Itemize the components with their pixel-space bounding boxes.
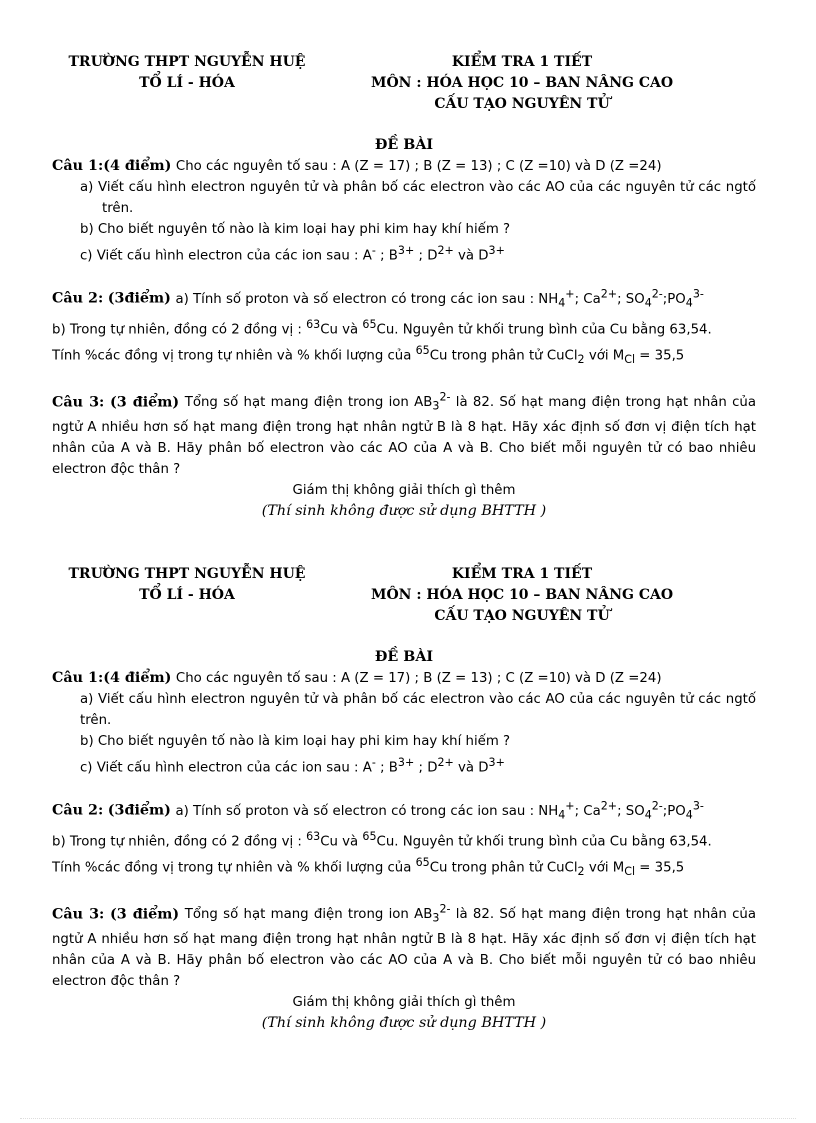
footer-italic: (Thí sinh không được sử dụng BHTTH ) xyxy=(261,503,547,520)
q1-b-label: b) xyxy=(80,734,94,749)
q2-last-with: với M xyxy=(588,348,625,364)
so4-sub: 4 xyxy=(644,808,652,822)
q1-part-c xyxy=(80,752,756,778)
question-3 xyxy=(52,899,756,992)
footer-note: Giám thị không giải thích gì thêm xyxy=(292,995,516,1011)
department: TỔ LÍ - HÓA xyxy=(139,75,235,91)
q1-part-b xyxy=(80,219,756,240)
school-name: TRƯỜNG THPT NGUYỄN HUỆ xyxy=(68,54,306,70)
q1-c-label: c) xyxy=(80,248,93,264)
school-name: TRƯỜNG THPT NGUYỄN HUỆ xyxy=(68,566,306,582)
ca-ion: ; Ca xyxy=(574,803,601,819)
de-bai-heading: ĐỀ BÀI xyxy=(374,137,434,153)
de-bai-heading: ĐỀ BÀI xyxy=(374,649,434,665)
cu63-mass: 63 xyxy=(306,829,321,843)
q1-c-d3-charge: 3+ xyxy=(488,756,505,769)
q3-text-post: là 82. Số hạt mang điện trong hạt nhân của ngtử A nhiều hơn số hạt mang điện trong hạt nhân ngtử B là 8 hạt. Hãy xác định số đơn vị điện tích hạt nhân của A và B. Hãy phân bố electron vào các AO của A và B. Cho biết mỗi nguyên tử có bao nhiêu electron độc thân ? xyxy=(52,907,757,990)
cu63-mass: 63 xyxy=(306,317,321,331)
q2-points: (3điểm) xyxy=(107,802,171,819)
page-bottom-rule xyxy=(20,1118,796,1119)
q3-points: (3 điểm) xyxy=(109,394,180,411)
q2-last-mass: 65 xyxy=(415,343,430,357)
q1-part-a xyxy=(80,177,756,219)
q1-c-b: ; B xyxy=(380,760,398,776)
exam-copy-2 xyxy=(52,564,756,1034)
subject: MÔN : HÓA HỌC 10 – BAN NÂNG CAO xyxy=(370,75,674,91)
exam-title: KIỂM TRA 1 TIẾT xyxy=(451,566,593,582)
question-2 xyxy=(52,283,756,313)
exam-header xyxy=(52,52,756,124)
q1-a-label: a) xyxy=(80,692,94,707)
po4-ion: ;PO xyxy=(662,803,686,819)
q1-a-text: Viết cấu hình electron nguyên tử và phân bố các electron vào các AO của các nguyên tử các ngtố trên. xyxy=(80,692,756,728)
nh4-charge: + xyxy=(565,287,575,301)
so4-ion: ; SO xyxy=(617,803,645,819)
po4-ion: ;PO xyxy=(662,291,686,307)
q2-b-line: b) Trong tự nhiên, đồng có 2 đồng vị : xyxy=(52,833,302,849)
q2-last-mass: 65 xyxy=(415,855,430,869)
question-3 xyxy=(52,387,756,480)
po4-charge: 3- xyxy=(692,287,704,301)
q1-c-label: c) xyxy=(80,760,93,776)
q1-b-label: b) xyxy=(80,222,94,237)
q3-text-pre: Tổng số hạt mang điện trong ion AB xyxy=(184,395,433,411)
cu63-text: Cu và xyxy=(320,833,359,849)
topic: CẤU TẠO NGUYÊN TỬ xyxy=(434,96,610,112)
q1-c-d-charge: 2+ xyxy=(437,244,454,257)
q1-c-d3-charge: 3+ xyxy=(488,244,505,257)
q2-stem-a: a) Tính số proton và số electron có trong các ion sau : NH xyxy=(175,291,559,307)
cucl2-sub: 2 xyxy=(577,865,585,878)
q3-points: (3 điểm) xyxy=(109,906,180,923)
question-1 xyxy=(52,156,756,177)
ab3-charge: 2- xyxy=(439,391,451,404)
ca-charge: 2+ xyxy=(600,799,618,813)
q1-stem: Cho các nguyên tố sau : A (Z = 17) ; B (Z = 13) ; C (Z =10) và D (Z =24) xyxy=(175,159,662,174)
q2-b-line: b) Trong tự nhiên, đồng có 2 đồng vị : xyxy=(52,321,302,337)
question-2 xyxy=(52,795,756,825)
q1-b-text: Cho biết nguyên tố nào là kim loại hay phi kim hay khí hiếm ? xyxy=(97,734,511,749)
q1-c-d: ; D xyxy=(418,248,438,264)
q1-c-a-charge: - xyxy=(371,244,376,257)
subject: MÔN : HÓA HỌC 10 – BAN NÂNG CAO xyxy=(370,587,674,603)
q2-last-with: với M xyxy=(588,860,625,876)
mcl-sub: Cl xyxy=(624,353,636,366)
q1-b-text: Cho biết nguyên tố nào là kim loại hay phi kim hay khí hiếm ? xyxy=(97,222,511,237)
cu63-text: Cu và xyxy=(320,321,359,337)
q2-last-pre: Tính %các đồng vị trong tự nhiên và % khối lượng của xyxy=(52,860,412,876)
q1-part-b xyxy=(80,731,756,752)
nh4-sub: 4 xyxy=(558,808,566,822)
cu65-text: Cu. Nguyên tử khối trung bình của Cu bằng 63,54. xyxy=(376,321,712,337)
q1-c-b-charge: 3+ xyxy=(397,756,415,769)
ca-ion: ; Ca xyxy=(574,291,601,307)
so4-ion: ; SO xyxy=(617,291,645,307)
so4-charge: 2- xyxy=(651,799,663,813)
ab3-charge: 2- xyxy=(439,903,451,916)
q1-part-c xyxy=(80,240,756,266)
q1-a-label: a) xyxy=(80,180,94,195)
nh4-sub: 4 xyxy=(558,296,566,310)
q1-c-prefix: Viết cấu hình electron của các ion sau : A xyxy=(96,248,372,264)
header-right xyxy=(352,52,692,115)
q2-last-line xyxy=(52,340,756,370)
so4-charge: 2- xyxy=(651,287,663,301)
nh4-charge: + xyxy=(565,799,575,813)
ca-charge: 2+ xyxy=(600,287,618,301)
q2-last-pre: Tính %các đồng vị trong tự nhiên và % khối lượng của xyxy=(52,348,412,364)
exam-header xyxy=(52,564,756,636)
q3-text-pre: Tổng số hạt mang điện trong ion AB xyxy=(184,907,433,923)
q3-title: Câu 3: xyxy=(52,906,105,923)
cu65-mass: 65 xyxy=(362,317,377,331)
q2-title: Câu 2: xyxy=(52,290,104,307)
q1-c-prefix: Viết cấu hình electron của các ion sau : A xyxy=(96,760,372,776)
cu65-text: Cu. Nguyên tử khối trung bình của Cu bằng 63,54. xyxy=(376,833,712,849)
q1-c-b-charge: 3+ xyxy=(397,244,415,257)
q2-part-b xyxy=(52,826,756,852)
q1-stem: Cho các nguyên tố sau : A (Z = 17) ; B (Z = 13) ; C (Z =10) và D (Z =24) xyxy=(175,671,662,686)
q3-title: Câu 3: xyxy=(52,394,105,411)
ab3-sub: 3 xyxy=(432,400,440,414)
so4-sub: 4 xyxy=(644,296,652,310)
exam-copy-1 xyxy=(52,52,756,522)
q1-c-d-charge: 2+ xyxy=(437,756,454,769)
q3-text-post: là 82. Số hạt mang điện trong hạt nhân của ngtử A nhiều hơn số hạt mang điện trong hạt nhân ngtử B là 8 hạt. Hãy xác định số đơn vị điện tích hạt nhân của A và B. Hãy phân bố electron vào các AO của A và B. Cho biết mỗi nguyên tử có bao nhiêu electron độc thân ? xyxy=(52,395,757,478)
q1-points: :(4 điểm) xyxy=(97,670,172,686)
q2-stem-a: a) Tính số proton và số electron có trong các ion sau : NH xyxy=(175,803,559,819)
question-1 xyxy=(52,668,756,689)
q1-c-b: ; B xyxy=(380,248,398,264)
q1-c-a-charge: - xyxy=(371,756,376,769)
q1-c-and: và D xyxy=(458,760,489,776)
po4-charge: 3- xyxy=(692,799,704,813)
footer-note: Giám thị không giải thích gì thêm xyxy=(292,483,516,499)
cucl2-sub: 2 xyxy=(577,353,585,366)
cu65-mass: 65 xyxy=(362,829,377,843)
po4-sub: 4 xyxy=(685,296,693,310)
q2-last-val: = 35,5 xyxy=(639,860,685,876)
q2-last-val: = 35,5 xyxy=(639,348,685,364)
q1-c-and: và D xyxy=(458,248,489,264)
po4-sub: 4 xyxy=(685,808,693,822)
header-right xyxy=(352,564,692,627)
q1-title: Câu 1 xyxy=(52,670,98,686)
q2-part-b xyxy=(52,314,756,340)
q1-a-text: Viết cấu hình electron nguyên tử và phân bố các electron vào các AO của các nguyên tử các ngtố trên. xyxy=(98,180,756,216)
topic: CẤU TẠO NGUYÊN TỬ xyxy=(434,608,610,624)
footer-italic: (Thí sinh không được sử dụng BHTTH ) xyxy=(261,1015,547,1032)
q1-c-d: ; D xyxy=(418,760,438,776)
ab3-sub: 3 xyxy=(432,912,440,926)
header-left xyxy=(52,52,322,94)
q2-last-cu: Cu trong phân tử CuCl xyxy=(429,348,578,364)
q2-last-cu: Cu trong phân tử CuCl xyxy=(429,860,578,876)
mcl-sub: Cl xyxy=(624,865,636,878)
q1-title: Câu 1 xyxy=(52,158,98,174)
q1-part-a xyxy=(80,689,756,731)
department: TỔ LÍ - HÓA xyxy=(139,587,235,603)
q2-points: (3điểm) xyxy=(107,290,171,307)
header-left xyxy=(52,564,322,606)
exam-title: KIỂM TRA 1 TIẾT xyxy=(451,54,593,70)
q2-title: Câu 2: xyxy=(52,802,104,819)
q2-last-line xyxy=(52,852,756,882)
q1-points: :(4 điểm) xyxy=(97,158,172,174)
